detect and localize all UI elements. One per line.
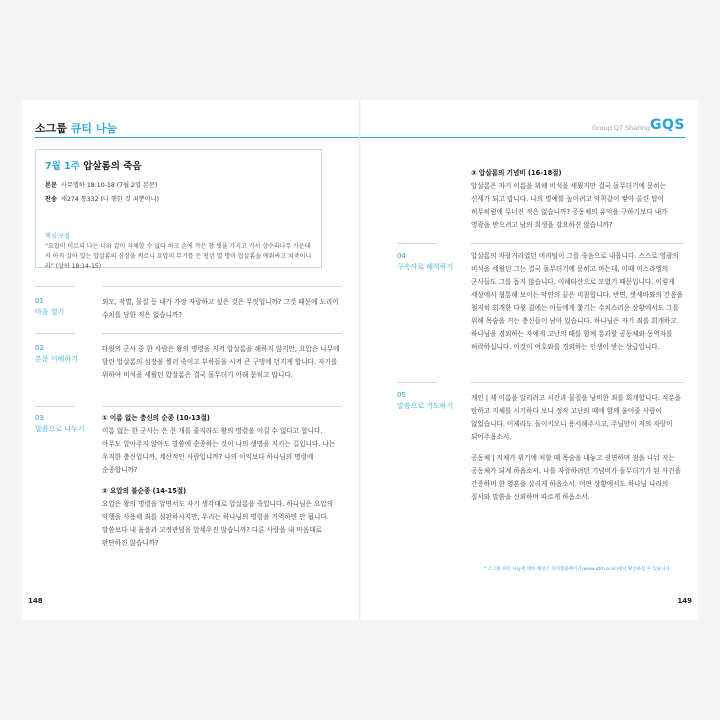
section-03-rule-label [35, 406, 75, 407]
section-05-text [471, 392, 684, 512]
page-number-right: 149 [677, 597, 692, 605]
hymn-value: 새274 통332 (나 행한 것 죄뿐이니) [60, 196, 160, 203]
section-02-rule-text [102, 333, 342, 334]
section-03-num: 03 [35, 414, 44, 422]
section-04-num: 04 [397, 252, 406, 260]
question-2-title: ② 요압의 불순종 (14-15절) [102, 487, 187, 495]
section-02-text: 다윗의 군사 중 한 사람은 왕의 명령을 지켜 압살롬을 해하지 않지만, 요압은 나무에 달린 압살롬의 심장을 찔러 죽이고 부하들을 시켜 큰 구멍에 던지게 합니다. 자기를 위하여 비석을 세웠던 압살롬은 결국 돌무더기 아래 묻히고 맙니다. [102, 345, 340, 379]
passage-row [45, 180, 157, 189]
page-number-left: 148 [28, 597, 43, 605]
header-rule-right [360, 137, 685, 138]
question-3-title: ③ 압살롬의 기념비 (16-18절) [471, 169, 562, 177]
right-page [360, 100, 698, 620]
hymn-label: 찬송 [45, 196, 57, 203]
question-1-title: ① 이름 없는 충신의 순종 (10-13절) [102, 414, 210, 422]
section-05-rule-text [471, 382, 684, 383]
section-02-rule-label [35, 333, 75, 334]
passage-value: 사무엘하 18:10-18 (7월 2일 본문) [60, 182, 158, 189]
section-01-rule-label [35, 286, 75, 287]
section-02-label [35, 343, 78, 365]
section-04-rule-label [397, 243, 437, 244]
hymn-row [45, 194, 159, 203]
section-02-num: 02 [35, 344, 44, 352]
question-2-text: 요압은 왕의 명령을 알면서도 자기 생각대로 압살롬을 죽입니다. 하나님은 요압의 악행을 사용해 죄를 심판하시지만, 우리는 하나님의 명령을 거역하면 안 됩니다. 말씀보다 내 율을과 고정관념을 앞세우진 않습니까? 다른 사람을 내 마음대로 판단하진 않습니까? [102, 500, 334, 547]
section-03-title: 말씀으로 나누기 [35, 425, 85, 433]
section-04-rule-text [471, 243, 684, 244]
header-title-main: 소그룹 [35, 122, 71, 135]
section-01-num: 01 [35, 297, 44, 305]
section-01-text: 외모, 작별, 물질 등 내가 가장 자랑하고 싶은 것은 무엇입니까? 그것 때문에 도리어 수치를 당한 적은 없습니까? [102, 298, 339, 319]
summary-heading: 압살롬의 죽음 [83, 161, 142, 172]
header-title-accent: 큐티 나눔 [70, 122, 118, 135]
section-03-text [102, 412, 342, 558]
footnote: * 소그룹 큐티 나눔에 대한 해설은 큐티엠홈페이지(www.qtm.or.kr)에서 확인하실 수 있습니다. [484, 567, 672, 572]
summary-title [45, 158, 142, 172]
section-01-title: 마음 열기 [35, 308, 65, 316]
summary-week: 7월 1주 [45, 161, 80, 172]
section-03-label [35, 413, 85, 435]
header-subtitle: Group QT Sharing [592, 124, 650, 132]
header-brand: GQS [650, 117, 685, 133]
page-header-title [35, 120, 117, 136]
section-05-label [397, 390, 453, 412]
section-04-label [397, 251, 453, 273]
prayer-personal: 개인 | 제 이름을 알리려고 시간과 물질을 낭비한 죄를 회개합니다. 직분을 탐하고 지체를 시기하다 보니 정작 고난의 때에 함께 울어줄 사람이 없었습니다. 이제라도 돌이키오니 용서해주시고, 주님만이 저의 자랑이 되어주옵소서. [471, 394, 681, 441]
question-3-block [471, 167, 684, 232]
prayer-community: 공동체 | 지체가 위기에 처할 때 목숨을 내놓고 권면하며 짐을 나눠 지는 공동체가 되게 하옵소서. 나를 자랑하려던 기념비가 돌무더기가 된 사건을 간증하며 한 영혼을 살리게 하옵소서. 어떤 상황에서도 하나님 나라의 질서와 말씀을 신뢰하며 따르게 하옵소서. [471, 454, 681, 501]
header-rule [35, 137, 360, 138]
key-verse-label: 핵심 구절 [45, 233, 71, 240]
section-04-title: 구속사로 해석하기 [397, 263, 454, 271]
question-1-text: 이름 없는 한 군사는 은 천 개를 줄지라도 왕의 명령을 어길 수 없다고 합니다. 아무도 알아주지 않아도 말씀에 순종하는 것이 나의 생명을 지키는 길입니다. 나는 우직한 충신입니까, 계산적인 사람입니까? 나의 이익보다 하나님의 명령에 순종합니까? [102, 427, 336, 474]
summary-box [35, 149, 322, 268]
key-verse-text: “요압이 이르되 나는 너와 같이 지체할 수 없다 하고 손에 작은 창 셋을 가지고 가서 상수리나무 가운데서 아직 살아 있는 압살롬의 심장을 찌르니 요압의 무기를 든 청년 열 명이 압살롬을 에워싸고 쳐죽이니라” (삼하 18:14-15) [45, 243, 312, 270]
section-03-rule-text [102, 406, 342, 407]
section-04-text: 압살롬의 자랑거리였던 머리털이 그를 죽음으로 내몹니다. 스스로 영광의 비석을 세웠던 그는 결국 돌무더기에 묻히고 마는데, 이때 이스라엘의 군사들도 그를 돕지 않습니다. 이해타산으로 모였기 때문입니다. 이렇게 세상에서 형통해 보이는 악인의 끝은 비참합니다. 반면, 밧세바와의 간음을 철저히 회개한 다윗 곁에는 아들에게 쫓기는 수치스러운 상황에서도 그를 위해 목숨을 거는 충신들이 남아 있습니다. 하나님은 자기 죄를 회개하고 하나님을 경외하는 자에게 고난의 때를 함께 통과할 공동체와 동역자를 허락하십니다. 이것이 여호와를 경외하는 인생이 받는 상급입니다. [471, 252, 684, 351]
book-spread [22, 100, 698, 620]
section-02-title: 본문 이해하기 [35, 355, 78, 363]
passage-label: 본문 [45, 182, 57, 189]
section-05-num: 05 [397, 391, 406, 399]
section-05-title: 말씀으로 기도하기 [397, 402, 454, 410]
section-05-rule-label [397, 382, 437, 383]
section-01-rule-text [102, 286, 342, 287]
question-3-text: 압살롬은 자기 이름을 위해 비석을 세웠지만 결국 돌무더기에 묻히는 신세가 되고 맙니다. 나의 명예를 높이려고 악착같이 쌓아 올린 탑이 허무히림에 무너진 적은 없습니까? 공동체의 유익을 구하기보다 내가 영광을 받으려고 남의 희생을 강요하진 않습니까? [471, 182, 668, 229]
section-01-label [35, 296, 64, 318]
left-page [22, 100, 360, 620]
